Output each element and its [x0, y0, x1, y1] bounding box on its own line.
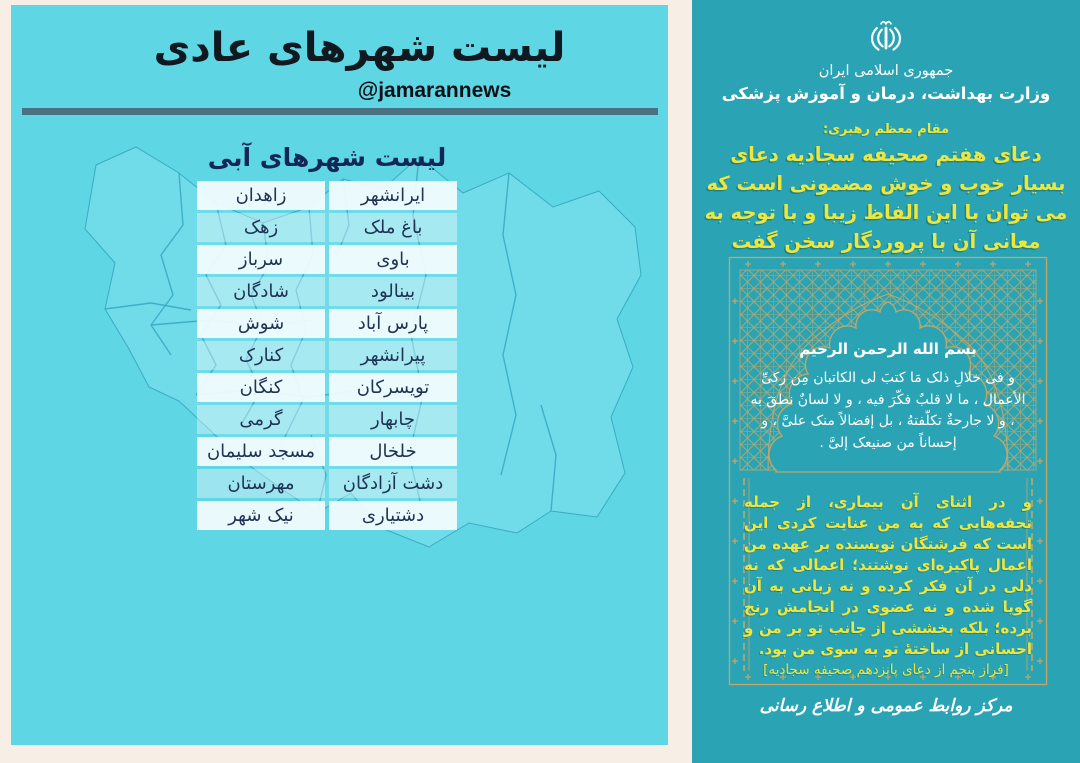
blue-cities-table — [197, 143, 457, 530]
city-cell: سرباز — [197, 245, 325, 274]
city-cell: بینالود — [329, 277, 457, 306]
city-cell: ایرانشهر — [329, 181, 457, 210]
leader-quote: دعای هفتم صحیفه سجادیه دعای بسیار خوب و خوش مضمونی است که می توان با این الفاظ زیبا و با توجه به معانی آن با پروردگار سخن گفت — [704, 143, 1068, 253]
table-body — [197, 181, 457, 530]
public-relations-signature: مرکز روابط عمومی و اطلاع رسانی — [759, 696, 1013, 716]
city-cell: کنارک — [197, 341, 325, 370]
table-row — [197, 245, 457, 274]
city-cell: شادگان — [197, 277, 325, 306]
city-cell: خلخال — [329, 437, 457, 466]
table-header: لیست شهرهای آبی — [207, 143, 447, 172]
government-line: جمهوری اسلامی ایران — [818, 63, 954, 79]
table-row — [197, 181, 457, 210]
divider-line — [22, 108, 658, 115]
table-row — [197, 405, 457, 434]
city-cell: چابهار — [329, 405, 457, 434]
city-cell: پارس آباد — [329, 309, 457, 338]
city-cell: مسجد سلیمان — [197, 437, 325, 466]
table-row — [197, 469, 457, 498]
city-cell: باوی — [329, 245, 457, 274]
prayer-source: [فراز پنجم از دعای پانزدهم صحیفه سجادیه] — [763, 662, 1009, 678]
page-title: لیست شهرهای عادی — [153, 25, 566, 71]
channel-handle[interactable]: @jamarannews — [357, 79, 512, 102]
quote-attribution: مقام معظم رهبری: — [822, 122, 950, 137]
table-row — [197, 437, 457, 466]
iran-emblem-icon — [866, 15, 906, 61]
city-cell: زاهدان — [197, 181, 325, 210]
health-ministry-panel — [692, 0, 1080, 763]
city-cell: تویسرکان — [329, 373, 457, 402]
city-cell: شوش — [197, 309, 325, 338]
normal-cities-panel — [11, 5, 668, 745]
ministry-line: وزارت بهداشت، درمان و آموزش پزشکی — [721, 84, 1051, 103]
table-row — [197, 501, 457, 530]
city-cell: نیک شهر — [197, 501, 325, 530]
city-cell: دشت آزادگان — [329, 469, 457, 498]
city-cell: کنگان — [197, 373, 325, 402]
table-row — [197, 213, 457, 242]
arabic-prayer-text: و فی خلالِ ذلک مَا کتبَ لی الکاتبان مِن زکیِّ الأعمال ، ما لا قلبٌ فکّرَ فیه ، و لا لسانٌ نطقَ به ، و لا جارحةٌ تکلّفتهُ ، بل إفضالاً منک علیَّ ، و إحساناً من صنیعک إلیَّ . — [750, 370, 1026, 451]
city-cell: گرمی — [197, 405, 325, 434]
table-row — [197, 341, 457, 370]
city-cell: مهرستان — [197, 469, 325, 498]
city-cell: دشتیاری — [329, 501, 457, 530]
bismillah-line: بسم الله الرحمن الرحیم — [799, 340, 977, 358]
table-row — [197, 277, 457, 306]
city-cell: پیرانشهر — [329, 341, 457, 370]
table-row — [197, 373, 457, 402]
persian-translation: و در اثنای آن بیماری، از جمله تحفه‌هایی که به من عنایت کردی این است که فرشتگان نویسنده بر عهده من اعمال پاکیزه‌ای نوشتند؛ اعمالی که نه دلی در آن فکر کرده و نه زبانی به آن گویا شده و نه عضوی در انجامش رنج برده؛ بلکه بخششی از جانب تو بر من و احسانی از ساختهٔ تو به سوی من بود. — [744, 493, 1032, 658]
table-row — [197, 309, 457, 338]
city-cell: زهک — [197, 213, 325, 242]
city-cell: باغ ملک — [329, 213, 457, 242]
